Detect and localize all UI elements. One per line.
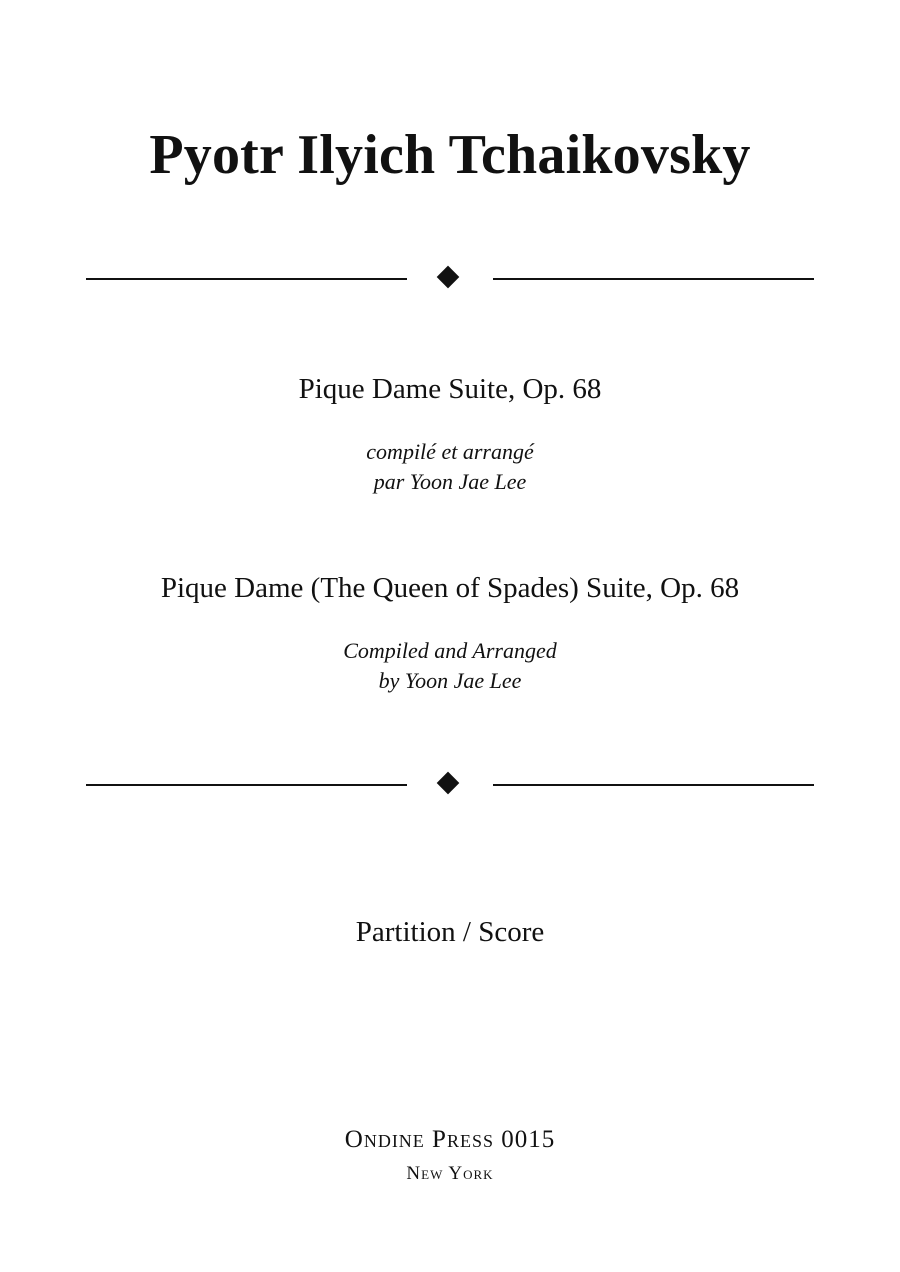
top-ornament-divider	[86, 267, 814, 291]
french-credit	[0, 437, 900, 497]
edition-label: Partition / Score	[355, 916, 545, 948]
english-credit-line-1: Compiled and Arranged	[343, 638, 557, 663]
bottom-ornament-divider	[86, 773, 814, 797]
divider-rule-right	[493, 784, 814, 786]
english-credit	[0, 636, 900, 696]
english-title: Pique Dame (The Queen of Spades) Suite, Op. 68	[160, 572, 740, 604]
diamond-icon	[437, 772, 460, 795]
publisher-city: New York	[406, 1163, 494, 1184]
diamond-icon	[437, 266, 460, 289]
divider-rule-left	[86, 278, 407, 280]
french-credit-line-2: par Yoon Jae Lee	[373, 469, 527, 494]
french-credit-line-1: compilé et arrangé	[366, 439, 534, 464]
composer-name: Pyotr Ilyich Tchaikovsky	[149, 124, 751, 186]
divider-rule-left	[86, 784, 407, 786]
french-title: Pique Dame Suite, Op. 68	[298, 373, 602, 405]
english-credit-line-2: by Yoon Jae Lee	[378, 668, 522, 693]
publisher-name: Ondine Press 0015	[344, 1126, 556, 1153]
divider-rule-right	[493, 278, 814, 280]
